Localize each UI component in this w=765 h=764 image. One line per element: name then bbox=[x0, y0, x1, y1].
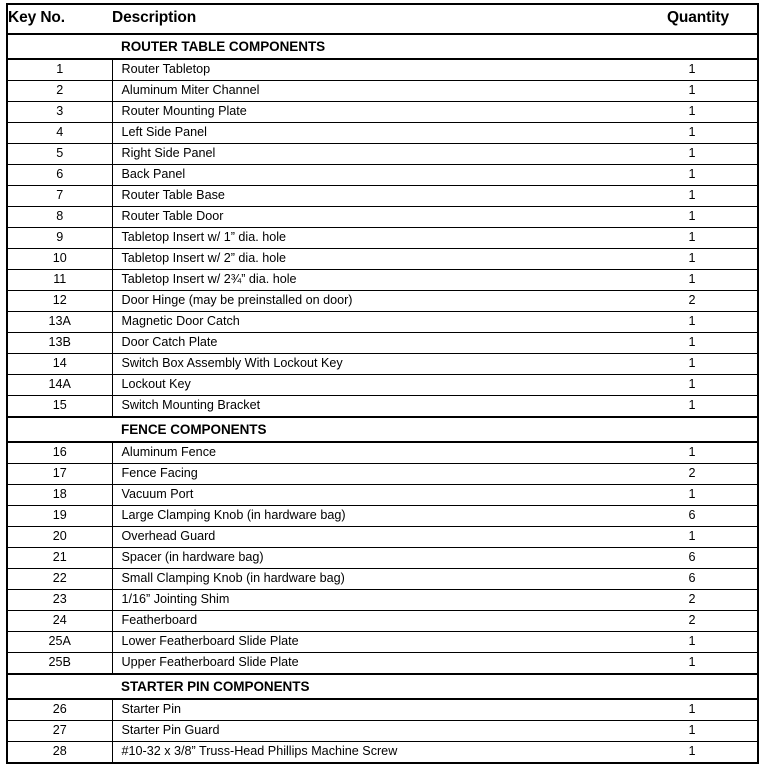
column-header-description: Description bbox=[112, 4, 639, 34]
cell-description: Vacuum Port bbox=[112, 485, 639, 506]
cell-quantity: 6 bbox=[639, 569, 758, 590]
table-row bbox=[7, 548, 758, 569]
cell-quantity: 1 bbox=[639, 228, 758, 249]
table-row bbox=[7, 590, 758, 611]
cell-key-no: 23 bbox=[7, 590, 112, 611]
table-row bbox=[7, 611, 758, 632]
cell-quantity: 1 bbox=[639, 333, 758, 354]
cell-description: #10-32 x 3/8” Truss-Head Phillips Machine Screw bbox=[112, 742, 639, 764]
cell-quantity: 1 bbox=[639, 485, 758, 506]
cell-description: Tabletop Insert w/ 1” dia. hole bbox=[112, 228, 639, 249]
cell-quantity: 2 bbox=[639, 464, 758, 485]
table-row bbox=[7, 699, 758, 721]
section-header-spacer bbox=[7, 34, 112, 59]
cell-quantity: 1 bbox=[639, 312, 758, 333]
cell-key-no: 27 bbox=[7, 721, 112, 742]
section-header-quantity-spacer bbox=[639, 674, 758, 699]
cell-description: Magnetic Door Catch bbox=[112, 312, 639, 333]
section-header-row bbox=[7, 417, 758, 442]
table-row bbox=[7, 312, 758, 333]
table-row bbox=[7, 375, 758, 396]
parts-list-container bbox=[6, 3, 757, 764]
cell-description: Starter Pin Guard bbox=[112, 721, 639, 742]
cell-description: Overhead Guard bbox=[112, 527, 639, 548]
section-header-row bbox=[7, 674, 758, 699]
cell-description: Router Tabletop bbox=[121, 62, 211, 77]
cell-description: Tabletop Insert w/ 2¾” dia. hole bbox=[112, 270, 639, 291]
cell-key-no: 14 bbox=[7, 354, 112, 375]
column-header-key-no: Key No. bbox=[7, 4, 112, 34]
table-row bbox=[7, 291, 758, 312]
cell-key-no: 6 bbox=[7, 165, 112, 186]
cell-quantity: 1 bbox=[639, 123, 758, 144]
table-row bbox=[7, 569, 758, 590]
cell-key-no: 22 bbox=[7, 569, 112, 590]
table-header bbox=[7, 4, 758, 34]
cell-description: Lower Featherboard Slide Plate bbox=[112, 632, 639, 653]
cell-quantity: 1 bbox=[688, 62, 696, 77]
cell-quantity: 1 bbox=[639, 721, 758, 742]
table-row bbox=[7, 632, 758, 653]
cell-description: Upper Featherboard Slide Plate bbox=[112, 653, 639, 675]
table-row bbox=[7, 464, 758, 485]
cell-description: Router Table Door bbox=[112, 207, 639, 228]
cell-description: Right Side Panel bbox=[112, 144, 639, 165]
cell-description: Lockout Key bbox=[112, 375, 639, 396]
section-header-quantity-spacer bbox=[639, 34, 758, 59]
cell-quantity: 1 bbox=[639, 249, 758, 270]
cell-description: 1/16” Jointing Shim bbox=[112, 590, 639, 611]
cell-key-no: 17 bbox=[7, 464, 112, 485]
cell-description: Router Mounting Plate bbox=[112, 102, 639, 123]
cell-quantity: 1 bbox=[639, 396, 758, 418]
cell-description: Spacer (in hardware bag) bbox=[112, 548, 639, 569]
cell-key-no: 14A bbox=[7, 375, 112, 396]
section-header-row bbox=[7, 34, 758, 59]
cell-description: Router Table Base bbox=[112, 186, 639, 207]
table-row bbox=[7, 249, 758, 270]
cell-quantity: 1 bbox=[639, 186, 758, 207]
table-row bbox=[7, 81, 758, 102]
cell-quantity: 1 bbox=[688, 445, 696, 460]
cell-key-no: 25B bbox=[7, 653, 112, 675]
table-row bbox=[7, 485, 758, 506]
cell-quantity: 1 bbox=[639, 207, 758, 228]
cell-description: Large Clamping Knob (in hardware bag) bbox=[112, 506, 639, 527]
cell-key-no: 7 bbox=[7, 186, 112, 207]
cell-key-no: 5 bbox=[7, 144, 112, 165]
cell-quantity: 1 bbox=[639, 81, 758, 102]
table-header-row bbox=[7, 4, 758, 34]
cell-key-no: 20 bbox=[7, 527, 112, 548]
cell-quantity: 1 bbox=[639, 653, 758, 675]
cell-quantity: 1 bbox=[639, 632, 758, 653]
section-header-title: STARTER PIN COMPONENTS bbox=[112, 674, 639, 699]
table-row bbox=[7, 442, 758, 464]
table-row bbox=[7, 102, 758, 123]
table-row bbox=[7, 123, 758, 144]
table-row bbox=[7, 653, 758, 675]
cell-key-no: 10 bbox=[7, 249, 112, 270]
table-row bbox=[7, 396, 758, 418]
table-row bbox=[7, 527, 758, 548]
cell-quantity: 1 bbox=[639, 144, 758, 165]
cell-description: Tabletop Insert w/ 2” dia. hole bbox=[112, 249, 639, 270]
cell-quantity: 1 bbox=[639, 742, 758, 764]
cell-description: Door Catch Plate bbox=[112, 333, 639, 354]
cell-key-no: 16 bbox=[7, 442, 112, 464]
table-row bbox=[7, 186, 758, 207]
table-row bbox=[7, 506, 758, 527]
table-row bbox=[7, 144, 758, 165]
cell-quantity: 2 bbox=[639, 291, 758, 312]
section-header-quantity-spacer bbox=[639, 417, 758, 442]
cell-key-no: 9 bbox=[7, 228, 112, 249]
cell-key-no: 4 bbox=[7, 123, 112, 144]
cell-quantity: 1 bbox=[639, 527, 758, 548]
cell-key-no: 12 bbox=[7, 291, 112, 312]
cell-key-no: 26 bbox=[7, 699, 112, 721]
cell-description: Back Panel bbox=[112, 165, 639, 186]
table-row bbox=[7, 207, 758, 228]
column-header-quantity: Quantity bbox=[639, 4, 758, 34]
cell-quantity: 1 bbox=[639, 354, 758, 375]
section-header-spacer bbox=[7, 417, 112, 442]
cell-quantity: 6 bbox=[639, 548, 758, 569]
section-header-spacer bbox=[7, 674, 112, 699]
table-row bbox=[7, 270, 758, 291]
cell-description: Small Clamping Knob (in hardware bag) bbox=[112, 569, 639, 590]
cell-key-no: 28 bbox=[7, 742, 112, 764]
cell-description: Starter Pin bbox=[121, 702, 181, 717]
table-body bbox=[7, 34, 758, 763]
cell-key-no: 13B bbox=[7, 333, 112, 354]
cell-key-no: 19 bbox=[7, 506, 112, 527]
cell-description: Aluminum Miter Channel bbox=[112, 81, 639, 102]
cell-description: Aluminum Fence bbox=[121, 445, 216, 460]
parts-list-table bbox=[6, 3, 759, 764]
cell-quantity: 1 bbox=[639, 375, 758, 396]
table-row bbox=[7, 742, 758, 764]
cell-quantity: 1 bbox=[639, 165, 758, 186]
table-row bbox=[7, 228, 758, 249]
table-row bbox=[7, 354, 758, 375]
cell-key-no: 8 bbox=[7, 207, 112, 228]
table-row bbox=[7, 721, 758, 742]
cell-quantity: 1 bbox=[639, 102, 758, 123]
cell-key-no: 21 bbox=[7, 548, 112, 569]
cell-description: Featherboard bbox=[112, 611, 639, 632]
cell-key-no: 15 bbox=[7, 396, 112, 418]
table-row bbox=[7, 165, 758, 186]
cell-key-no: 13A bbox=[7, 312, 112, 333]
cell-key-no: 25A bbox=[7, 632, 112, 653]
cell-quantity: 2 bbox=[639, 611, 758, 632]
cell-quantity: 1 bbox=[688, 702, 696, 717]
cell-key-no: 11 bbox=[7, 270, 112, 291]
cell-quantity: 6 bbox=[639, 506, 758, 527]
cell-key-no: 18 bbox=[7, 485, 112, 506]
cell-description: Switch Mounting Bracket bbox=[112, 396, 639, 418]
section-header-title: FENCE COMPONENTS bbox=[112, 417, 639, 442]
cell-description: Left Side Panel bbox=[112, 123, 639, 144]
cell-quantity: 2 bbox=[639, 590, 758, 611]
cell-description: Switch Box Assembly With Lockout Key bbox=[112, 354, 639, 375]
cell-key-no: 1 bbox=[7, 59, 112, 81]
section-header-title: ROUTER TABLE COMPONENTS bbox=[112, 34, 639, 59]
cell-description: Fence Facing bbox=[112, 464, 639, 485]
table-row bbox=[7, 333, 758, 354]
cell-description: Door Hinge (may be preinstalled on door) bbox=[112, 291, 639, 312]
cell-quantity: 1 bbox=[639, 270, 758, 291]
table-row bbox=[7, 59, 758, 81]
cell-key-no: 3 bbox=[7, 102, 112, 123]
cell-key-no: 24 bbox=[7, 611, 112, 632]
cell-key-no: 2 bbox=[7, 81, 112, 102]
